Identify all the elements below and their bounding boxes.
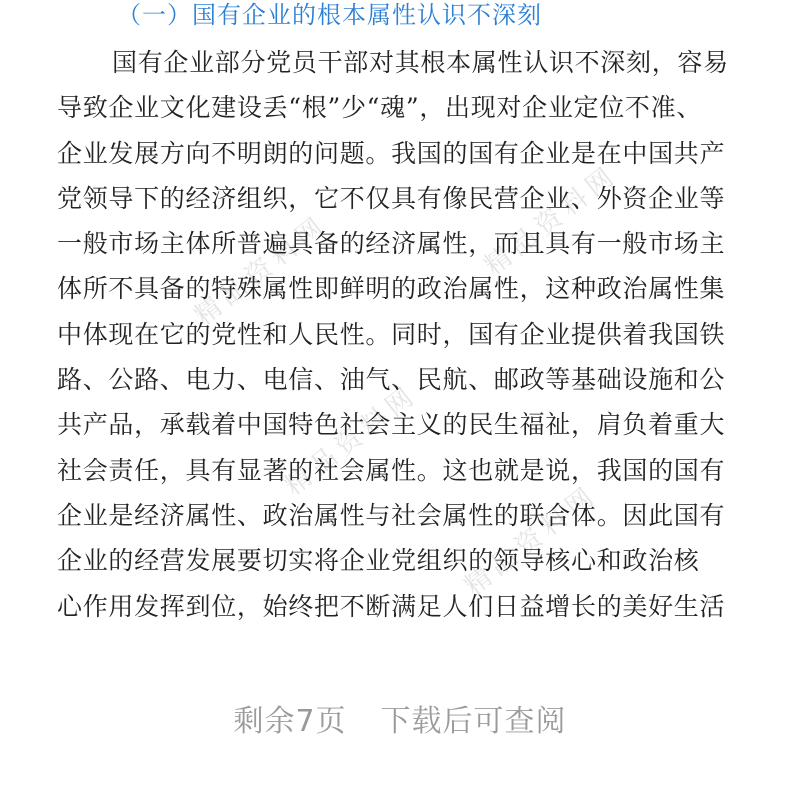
text-line: 社会责任，具有显著的社会属性。这也就是说，我国的国有 <box>57 455 726 485</box>
text-line: 企业的经营发展要切实将企业党组织的领导核心和政治核 <box>57 546 700 576</box>
text-line: 心作用发挥到位，始终把不断满足人们日益增长的美好生活 <box>57 591 726 621</box>
watermark: 精品资料网 <box>189 209 334 332</box>
text-line: 导致企业文化建设丢“根”少“魂”，出现对企业定位不准、 <box>57 93 703 123</box>
text-line: 路、公路、电力、电信、油气、民航、邮政等基础设施和公 <box>57 365 726 395</box>
text-line: 一般市场主体所普遍具备的经济属性，而且具有一般市场主 <box>57 229 726 259</box>
watermark: 精品资料网 <box>279 379 424 502</box>
text-line: 企业发展方向不明朗的问题。我国的国有企业是在中国共产 <box>57 138 726 168</box>
watermark: 精品资料网 <box>459 479 604 602</box>
text-line: 企业是经济属性、政治属性与社会属性的联合体。因此国有 <box>57 500 726 530</box>
text-line: 国有企业部分党员干部对其根本属性认识不深刻，容易 <box>112 48 729 77</box>
body-paragraph <box>57 40 757 629</box>
section-heading: （一）国有企业的根本属性认识不深刻 <box>117 1 542 29</box>
text-line: 体所不具备的特殊属性即鲜明的政治属性，这种政治属性集 <box>57 274 726 304</box>
watermark: 精品资料网 <box>479 159 624 282</box>
download-to-view-label: 下载后可查阅 <box>380 704 567 739</box>
text-line: 中体现在它的党性和人民性。同时，国有企业提供着我国铁 <box>57 319 726 349</box>
text-line: 共产品，承载着中国特色社会主义的民生福祉，肩负着重大 <box>57 410 726 440</box>
download-prompt[interactable] <box>0 696 800 738</box>
text-line: 党领导下的经济组织，它不仅具有像民营企业、外资企业等 <box>57 183 726 213</box>
remaining-pages-label: 剩余7页 <box>233 704 347 739</box>
